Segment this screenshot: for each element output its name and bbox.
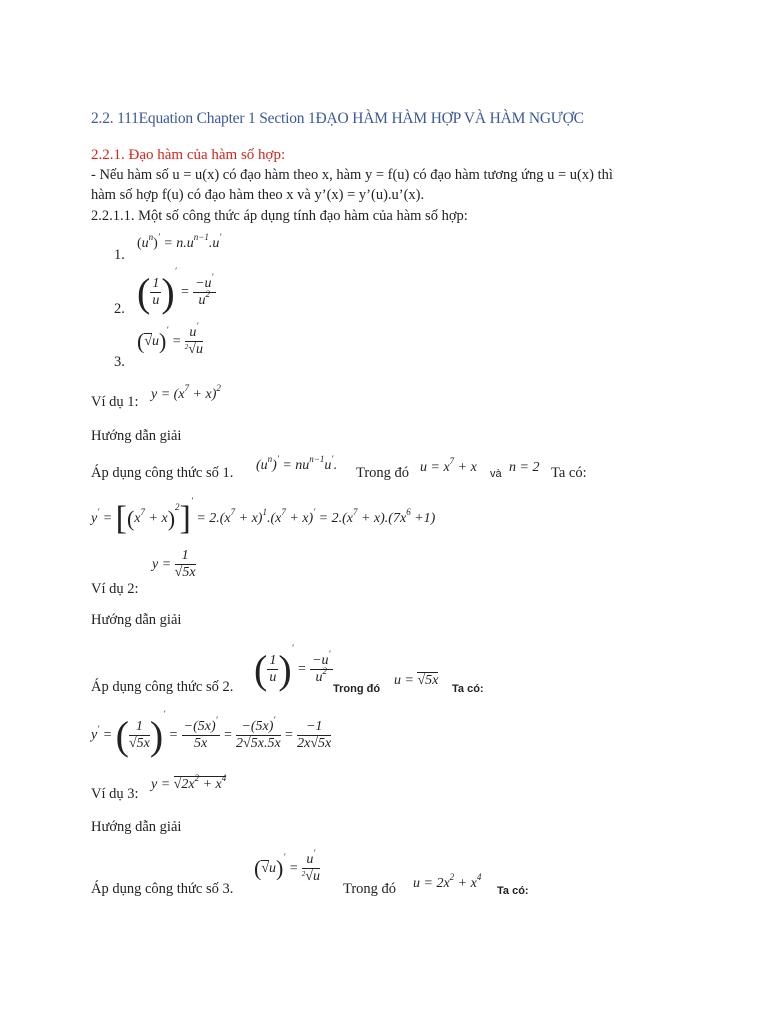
apply-3-formula: (√u)′ = $\frac{u'}{^2√u}$ (254, 848, 320, 885)
example-2-label: Ví dụ 2: (91, 581, 139, 597)
apply-3-trong-do: Trong đó (343, 881, 397, 897)
apply-1-ta-co: Ta có: (551, 465, 587, 481)
apply-1-text: Áp dụng công thức số 1. (91, 465, 234, 481)
example-1-function: $y = (x^7 + x)^2$ (151, 383, 221, 402)
example-3-function: $y = √2x^2 + x^4$ (151, 773, 227, 792)
formula-number-1: 1. (114, 247, 125, 263)
apply-2-trong-do: Trong đó (333, 683, 381, 695)
apply-1-u: $u = x^7 + x$ (420, 456, 477, 475)
formula-1: $(u^n)' = n.u^{n-1}.u'$ (137, 232, 222, 251)
example-1-label: Ví dụ 1: (91, 394, 139, 410)
guide-2: Hướng dẫn giải (91, 612, 182, 628)
apply-3-text: Áp dụng công thức số 3. (91, 881, 234, 897)
apply-3-u: $u = 2x^2 + x^4$ (413, 872, 482, 891)
example-3-label: Ví dụ 3: (91, 786, 139, 802)
apply-2-u: u = √5x (394, 673, 439, 688)
apply-2-ta-co: Ta có: (452, 683, 484, 695)
formula-2: ( $\frac{1}{u}$ )′ = $\frac{-u'}{u^2}$ (137, 265, 214, 315)
apply-1-formula: $(u^n)' = nu^{n-1}u'$. (256, 454, 337, 473)
example-2-function: y = $\frac{1}{√5x}$ (152, 548, 196, 581)
apply-1-trong-do: Trong đó (356, 465, 410, 481)
formula-number-2: 2. (114, 301, 125, 317)
apply-1-n: n = 2 (509, 460, 540, 475)
formula-3: (√u)′ = $\frac{u'}{^2√u}$ (137, 321, 203, 358)
intro-line-2: hàm số hợp f(u) có đạo hàm theo x và y’(x) = y’(u).u’(x). (91, 187, 425, 203)
example-1-solution: $y' = [(x^7 + x)^2]' = 2.(x^7 + x)^1.(x^7 + x)' = 2.(x^7 + x).(7x^6 +1)$ (91, 496, 436, 537)
guide-1: Hướng dẫn giải (91, 428, 182, 444)
intro-line-1: - Nếu hàm số u = u(x) có đạo hàm theo x, hàm y = f(u) có đạo hàm tương ứng u = u(x) thì (91, 167, 613, 183)
formula-number-3: 3. (114, 354, 125, 370)
apply-2-formula: ( $\frac{1}{u}$ )′ = $\frac{-u'}{u^2}$ (254, 642, 331, 692)
apply-1-va: và (490, 468, 502, 480)
example-2-solution: y′ = ( $\frac{1}{√5x}$ )′ = $\frac{-(5x)'}{5x}$ = $\frac{-(5x)'}{2√5x.5x}$ = $\frac{-1}{2x√5x}$ (91, 708, 332, 758)
apply-3-ta-co: Ta có: (497, 885, 529, 897)
section-title: 2.2. 111Equation Chapter 1 Section 1ĐẠO HÀM HÀM HỢP VÀ HÀM NGƯỢC (91, 110, 584, 127)
intro-line-3: 2.2.1.1. Một số công thức áp dụng tính đạo hàm của hàm số hợp: (91, 208, 468, 224)
guide-3: Hướng dẫn giải (91, 819, 182, 835)
apply-2-text: Áp dụng công thức số 2. (91, 679, 234, 695)
subsection-title: 2.2.1. Đạo hàm của hàm số hợp: (91, 147, 286, 163)
